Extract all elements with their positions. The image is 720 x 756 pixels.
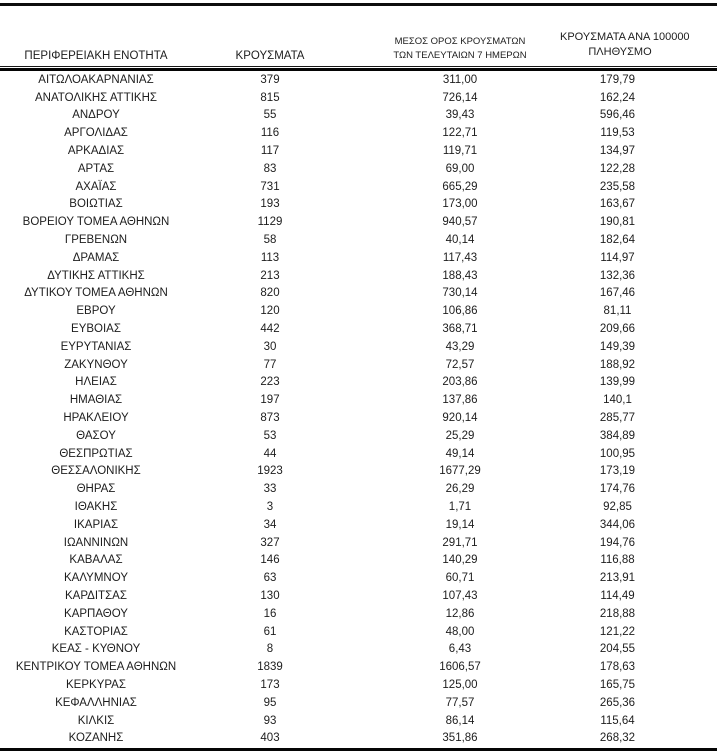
table-row	[0, 71, 720, 89]
cell-cases: 327	[260, 536, 280, 549]
table-row	[0, 160, 720, 178]
table-row	[0, 534, 720, 552]
cell-region: ΗΜΑΘΙΑΣ	[69, 394, 123, 407]
cell-region: ΚΑΡΠΑΘΟΥ	[64, 607, 128, 620]
cell-avg7: 940,57	[442, 216, 478, 229]
cell-per100k: 122,28	[599, 162, 636, 175]
cell-per100k: 194,76	[599, 536, 636, 549]
cell-cases: 1839	[257, 661, 283, 674]
cell-region: ΑΡΤΑΣ	[77, 162, 115, 175]
cell-per100k: 384,89	[599, 429, 636, 442]
cell-avg7: 49,14	[445, 447, 475, 460]
table-row	[0, 409, 720, 427]
cell-per100k: 213,91	[599, 572, 636, 585]
column-header-per100k-line1: ΚΡΟΥΣΜΑΤΑ ΑΝΑ 100000	[560, 31, 690, 43]
cell-avg7: 77,57	[445, 696, 475, 709]
table-row	[0, 658, 720, 676]
table-row	[0, 267, 720, 285]
table-row	[0, 676, 720, 694]
cell-avg7: 43,29	[445, 340, 475, 353]
cell-region: ΑΝΔΡΟΥ	[72, 109, 120, 122]
table-row	[0, 302, 720, 320]
cell-region: ΘΕΣΠΡΩΤΙΑΣ	[59, 447, 133, 460]
cell-avg7: 173,00	[442, 198, 478, 211]
cell-cases: 55	[263, 109, 277, 122]
cell-avg7: 19,14	[445, 518, 475, 531]
cell-region: ΑΡΚΑΔΙΑΣ	[67, 145, 125, 158]
cell-region: ΒΟΙΩΤΙΑΣ	[69, 198, 123, 211]
cell-avg7: 188,43	[442, 269, 478, 282]
cell-per100k: 149,39	[599, 340, 636, 353]
cell-avg7: 122,71	[442, 127, 478, 140]
table-row	[0, 213, 720, 231]
cell-cases: 30	[263, 340, 277, 353]
cell-cases: 173	[260, 678, 280, 691]
cell-avg7: 1,71	[448, 501, 472, 514]
cell-per100k: 81,11	[603, 305, 632, 318]
table-row	[0, 249, 720, 267]
cell-avg7: 351,86	[442, 732, 478, 745]
cell-cases: 33	[263, 483, 277, 496]
cell-avg7: 920,14	[442, 412, 478, 425]
cell-region: ΓΡΕΒΕΝΩΝ	[64, 234, 128, 247]
cell-region: ΚΑΡΔΙΤΣΑΣ	[65, 590, 127, 602]
cell-cases: 34	[263, 518, 277, 531]
cell-per100k: 162,24	[599, 91, 636, 104]
table-row	[0, 552, 720, 570]
cell-cases: 93	[263, 714, 277, 727]
cell-cases: 16	[263, 607, 277, 620]
table-row	[0, 498, 720, 516]
cell-avg7: 117,43	[442, 251, 478, 264]
cell-avg7: 291,71	[442, 536, 478, 549]
cell-region: ΖΑΚΥΝΘΟΥ	[64, 358, 128, 371]
table-row	[0, 605, 720, 623]
cell-per100k: 134,97	[599, 145, 636, 158]
header-separator-thin-line	[0, 66, 717, 67]
table-row	[0, 374, 720, 392]
cell-avg7: 1677,29	[439, 465, 481, 478]
table-row	[0, 729, 720, 747]
cell-region: ΗΡΑΚΛΕΙΟΥ	[63, 412, 129, 425]
cell-region: ΙΩΑΝΝΙΝΩΝ	[63, 536, 129, 549]
table-row	[0, 320, 720, 338]
cell-per100k: 182,64	[599, 234, 636, 247]
table-header-row	[0, 6, 720, 65]
cell-cases: 146	[260, 554, 280, 567]
cell-region: ΕΥΡΥΤΑΝΙΑΣ	[60, 340, 132, 353]
cell-region: ΚΕΡΚΥΡΑΣ	[66, 678, 126, 691]
cell-per100k: 596,46	[599, 109, 636, 122]
cell-region: ΚΕΝΤΡΙΚΟΥ ΤΟΜΕΑ ΑΘΗΝΩΝ	[15, 661, 177, 674]
cell-per100k: 114,97	[600, 251, 635, 264]
cell-per100k: 265,36	[599, 696, 636, 709]
cell-avg7: 730,14	[442, 287, 478, 300]
column-header-avg7-line2: ΤΩΝ ΤΕΛΕΥΤΑΙΩΝ 7 ΗΜΕΡΩΝ	[393, 49, 527, 61]
column-header-avg7-line1: ΜΕΣΟΣ ΟΡΟΣ ΚΡΟΥΣΜΑΤΩΝ	[394, 36, 526, 47]
table-row	[0, 196, 720, 214]
cell-avg7: 40,14	[445, 234, 475, 247]
cell-cases: 116	[260, 127, 280, 140]
cell-region: ΑΙΤΩΛΟΑΚΑΡΝΑΝΙΑΣ	[38, 73, 154, 86]
cell-region: ΘΗΡΑΣ	[76, 483, 116, 496]
column-header-per100k	[560, 30, 720, 65]
cell-per100k: 100,95	[599, 447, 636, 460]
cell-avg7: 72,57	[445, 358, 475, 371]
cell-per100k: 218,88	[599, 607, 636, 620]
cell-per100k: 204,55	[599, 643, 636, 656]
cell-avg7: 368,71	[442, 323, 478, 336]
cell-cases: 53	[263, 429, 277, 442]
cell-cases: 193	[260, 198, 280, 211]
cell-per100k: 116,88	[600, 554, 635, 567]
cell-avg7: 12,86	[445, 607, 475, 620]
cell-avg7: 39,43	[445, 109, 475, 122]
cell-per100k: 132,36	[599, 269, 636, 282]
cell-avg7: 69,00	[445, 162, 475, 175]
table-body	[0, 71, 720, 747]
cell-per100k: 119,53	[600, 127, 635, 140]
table-row	[0, 89, 720, 107]
cell-cases: 113	[260, 251, 280, 264]
cell-per100k: 165,75	[599, 678, 636, 691]
cell-region: ΘΕΣΣΑΛΟΝΙΚΗΣ	[51, 465, 141, 478]
table-row	[0, 124, 720, 142]
cell-per100k: 174,76	[599, 483, 636, 496]
cell-cases: 873	[260, 412, 280, 425]
column-header-per100k-line2: ΠΛΗΘΥΣΜΟ	[588, 46, 652, 58]
column-header-avg7	[348, 35, 560, 65]
table-row	[0, 516, 720, 534]
cell-cases: 403	[260, 732, 280, 745]
cell-per100k: 268,32	[599, 732, 636, 745]
cell-region: ΚΕΦΑΛΛΗΝΙΑΣ	[55, 696, 137, 709]
cell-per100k: 163,67	[599, 198, 636, 211]
cell-region: ΚΑΒΑΛΑΣ	[69, 554, 123, 567]
table-row	[0, 587, 720, 605]
cell-region: ΙΘΑΚΗΣ	[74, 501, 118, 514]
cell-cases: 63	[263, 572, 277, 585]
cell-avg7: 137,86	[442, 394, 478, 407]
cell-region: ΒΟΡΕΙΟΥ ΤΟΜΕΑ ΑΘΗΝΩΝ	[22, 216, 170, 229]
cell-per100k: 188,92	[599, 358, 636, 371]
cell-region: ΔΥΤΙΚΗΣ ΑΤΤΙΚΗΣ	[47, 269, 145, 282]
cell-region: ΗΛΕΙΑΣ	[75, 376, 117, 389]
column-header-cases: ΚΡΟΥΣΜΑΤΑ	[235, 50, 305, 62]
cell-region: ΚΑΛΥΜΝΟΥ	[64, 572, 128, 585]
cell-per100k: 209,66	[599, 323, 636, 336]
cell-cases: 44	[263, 447, 277, 460]
table-row	[0, 285, 720, 303]
cell-region: ΔΥΤΙΚΟΥ ΤΟΜΕΑ ΑΘΗΝΩΝ	[24, 287, 168, 300]
cell-region: ΚΑΣΤΟΡΙΑΣ	[64, 625, 128, 638]
cell-per100k: 114,49	[600, 590, 635, 602]
cell-cases: 83	[263, 162, 277, 175]
cell-avg7: 107,43	[442, 590, 478, 602]
table-row	[0, 569, 720, 587]
cell-per100k: 235,58	[599, 180, 636, 193]
cell-cases: 130	[260, 590, 280, 602]
cell-avg7: 6,43	[448, 643, 472, 656]
cell-cases: 120	[260, 305, 280, 318]
cell-avg7: 25,29	[445, 429, 475, 442]
cell-cases: 815	[260, 91, 280, 104]
table-row	[0, 445, 720, 463]
cell-per100k: 140,1	[603, 394, 632, 407]
cell-cases: 197	[260, 394, 280, 407]
table-row	[0, 712, 720, 730]
table-row	[0, 107, 720, 125]
cell-cases: 58	[263, 234, 277, 247]
cell-avg7: 119,71	[442, 145, 478, 158]
table-row	[0, 142, 720, 160]
cell-region: ΚΙΛΚΙΣ	[77, 714, 115, 727]
cell-region: ΘΑΣΟΥ	[76, 429, 116, 442]
cell-avg7: 140,29	[442, 554, 478, 567]
cell-avg7: 86,14	[445, 714, 475, 727]
cell-cases: 213	[260, 269, 280, 282]
cell-region: ΑΡΓΟΛΙΔΑΣ	[64, 127, 128, 140]
cell-avg7: 48,00	[445, 625, 475, 638]
cell-region: ΚΟΖΑΝΗΣ	[68, 732, 124, 745]
cell-cases: 379	[260, 73, 280, 86]
table-bottom-rule	[0, 748, 717, 751]
cell-cases: 442	[260, 323, 280, 336]
cell-per100k: 167,46	[599, 287, 636, 300]
cell-avg7: 203,86	[442, 376, 478, 389]
table-row	[0, 480, 720, 498]
cell-region: ΕΥΒΟΙΑΣ	[71, 323, 121, 336]
table-row	[0, 231, 720, 249]
cell-region: ΚΕΑΣ - ΚΥΘΝΟΥ	[51, 643, 141, 656]
cell-region: ΙΚΑΡΙΑΣ	[73, 518, 119, 531]
cell-region: ΔΡΑΜΑΣ	[72, 251, 120, 264]
cell-cases: 1129	[257, 216, 283, 229]
cell-per100k: 285,77	[599, 412, 636, 425]
cell-cases: 117	[260, 145, 280, 158]
cell-cases: 1923	[257, 465, 283, 478]
cell-per100k: 344,06	[599, 518, 636, 531]
column-header-region: ΠΕΡΙΦΕΡΕΙΑΚΗ ΕΝΟΤΗΤΑ	[24, 50, 168, 62]
cell-avg7: 726,14	[442, 91, 478, 104]
table-row	[0, 641, 720, 659]
cell-per100k: 121,22	[599, 625, 636, 638]
table-row	[0, 694, 720, 712]
cell-cases: 77	[263, 358, 277, 371]
cell-cases: 820	[260, 287, 280, 300]
table-row	[0, 356, 720, 374]
cell-per100k: 179,79	[599, 73, 636, 86]
cell-per100k: 190,81	[599, 216, 636, 229]
cell-per100k: 115,64	[600, 714, 635, 727]
cell-avg7: 26,29	[445, 483, 475, 496]
cell-cases: 223	[260, 376, 280, 389]
cell-region: ΑΧΑΪΑΣ	[75, 180, 117, 193]
cell-cases: 95	[263, 696, 277, 709]
cell-region: ΕΒΡΟΥ	[76, 305, 116, 318]
cell-cases: 8	[266, 643, 274, 656]
cell-avg7: 125,00	[442, 678, 478, 691]
cell-cases: 731	[260, 180, 280, 193]
table-row	[0, 391, 720, 409]
cell-per100k: 178,63	[599, 661, 636, 674]
table-row	[0, 623, 720, 641]
cell-cases: 3	[266, 501, 274, 514]
cell-avg7: 665,29	[442, 180, 478, 193]
table-row	[0, 338, 720, 356]
cases-table	[0, 71, 720, 747]
cell-avg7: 1606,57	[439, 661, 481, 674]
cell-avg7: 311,00	[442, 73, 478, 86]
table-row	[0, 427, 720, 445]
cell-region: ΑΝΑΤΟΛΙΚΗΣ ΑΤΤΙΚΗΣ	[34, 91, 157, 104]
cell-per100k: 92,85	[603, 501, 632, 514]
cell-avg7: 106,86	[442, 305, 478, 318]
cell-cases: 61	[263, 625, 277, 638]
table-row	[0, 178, 720, 196]
cell-per100k: 173,19	[599, 465, 636, 478]
cell-avg7: 60,71	[445, 572, 475, 585]
table-row	[0, 463, 720, 481]
cell-per100k: 139,99	[599, 376, 636, 389]
